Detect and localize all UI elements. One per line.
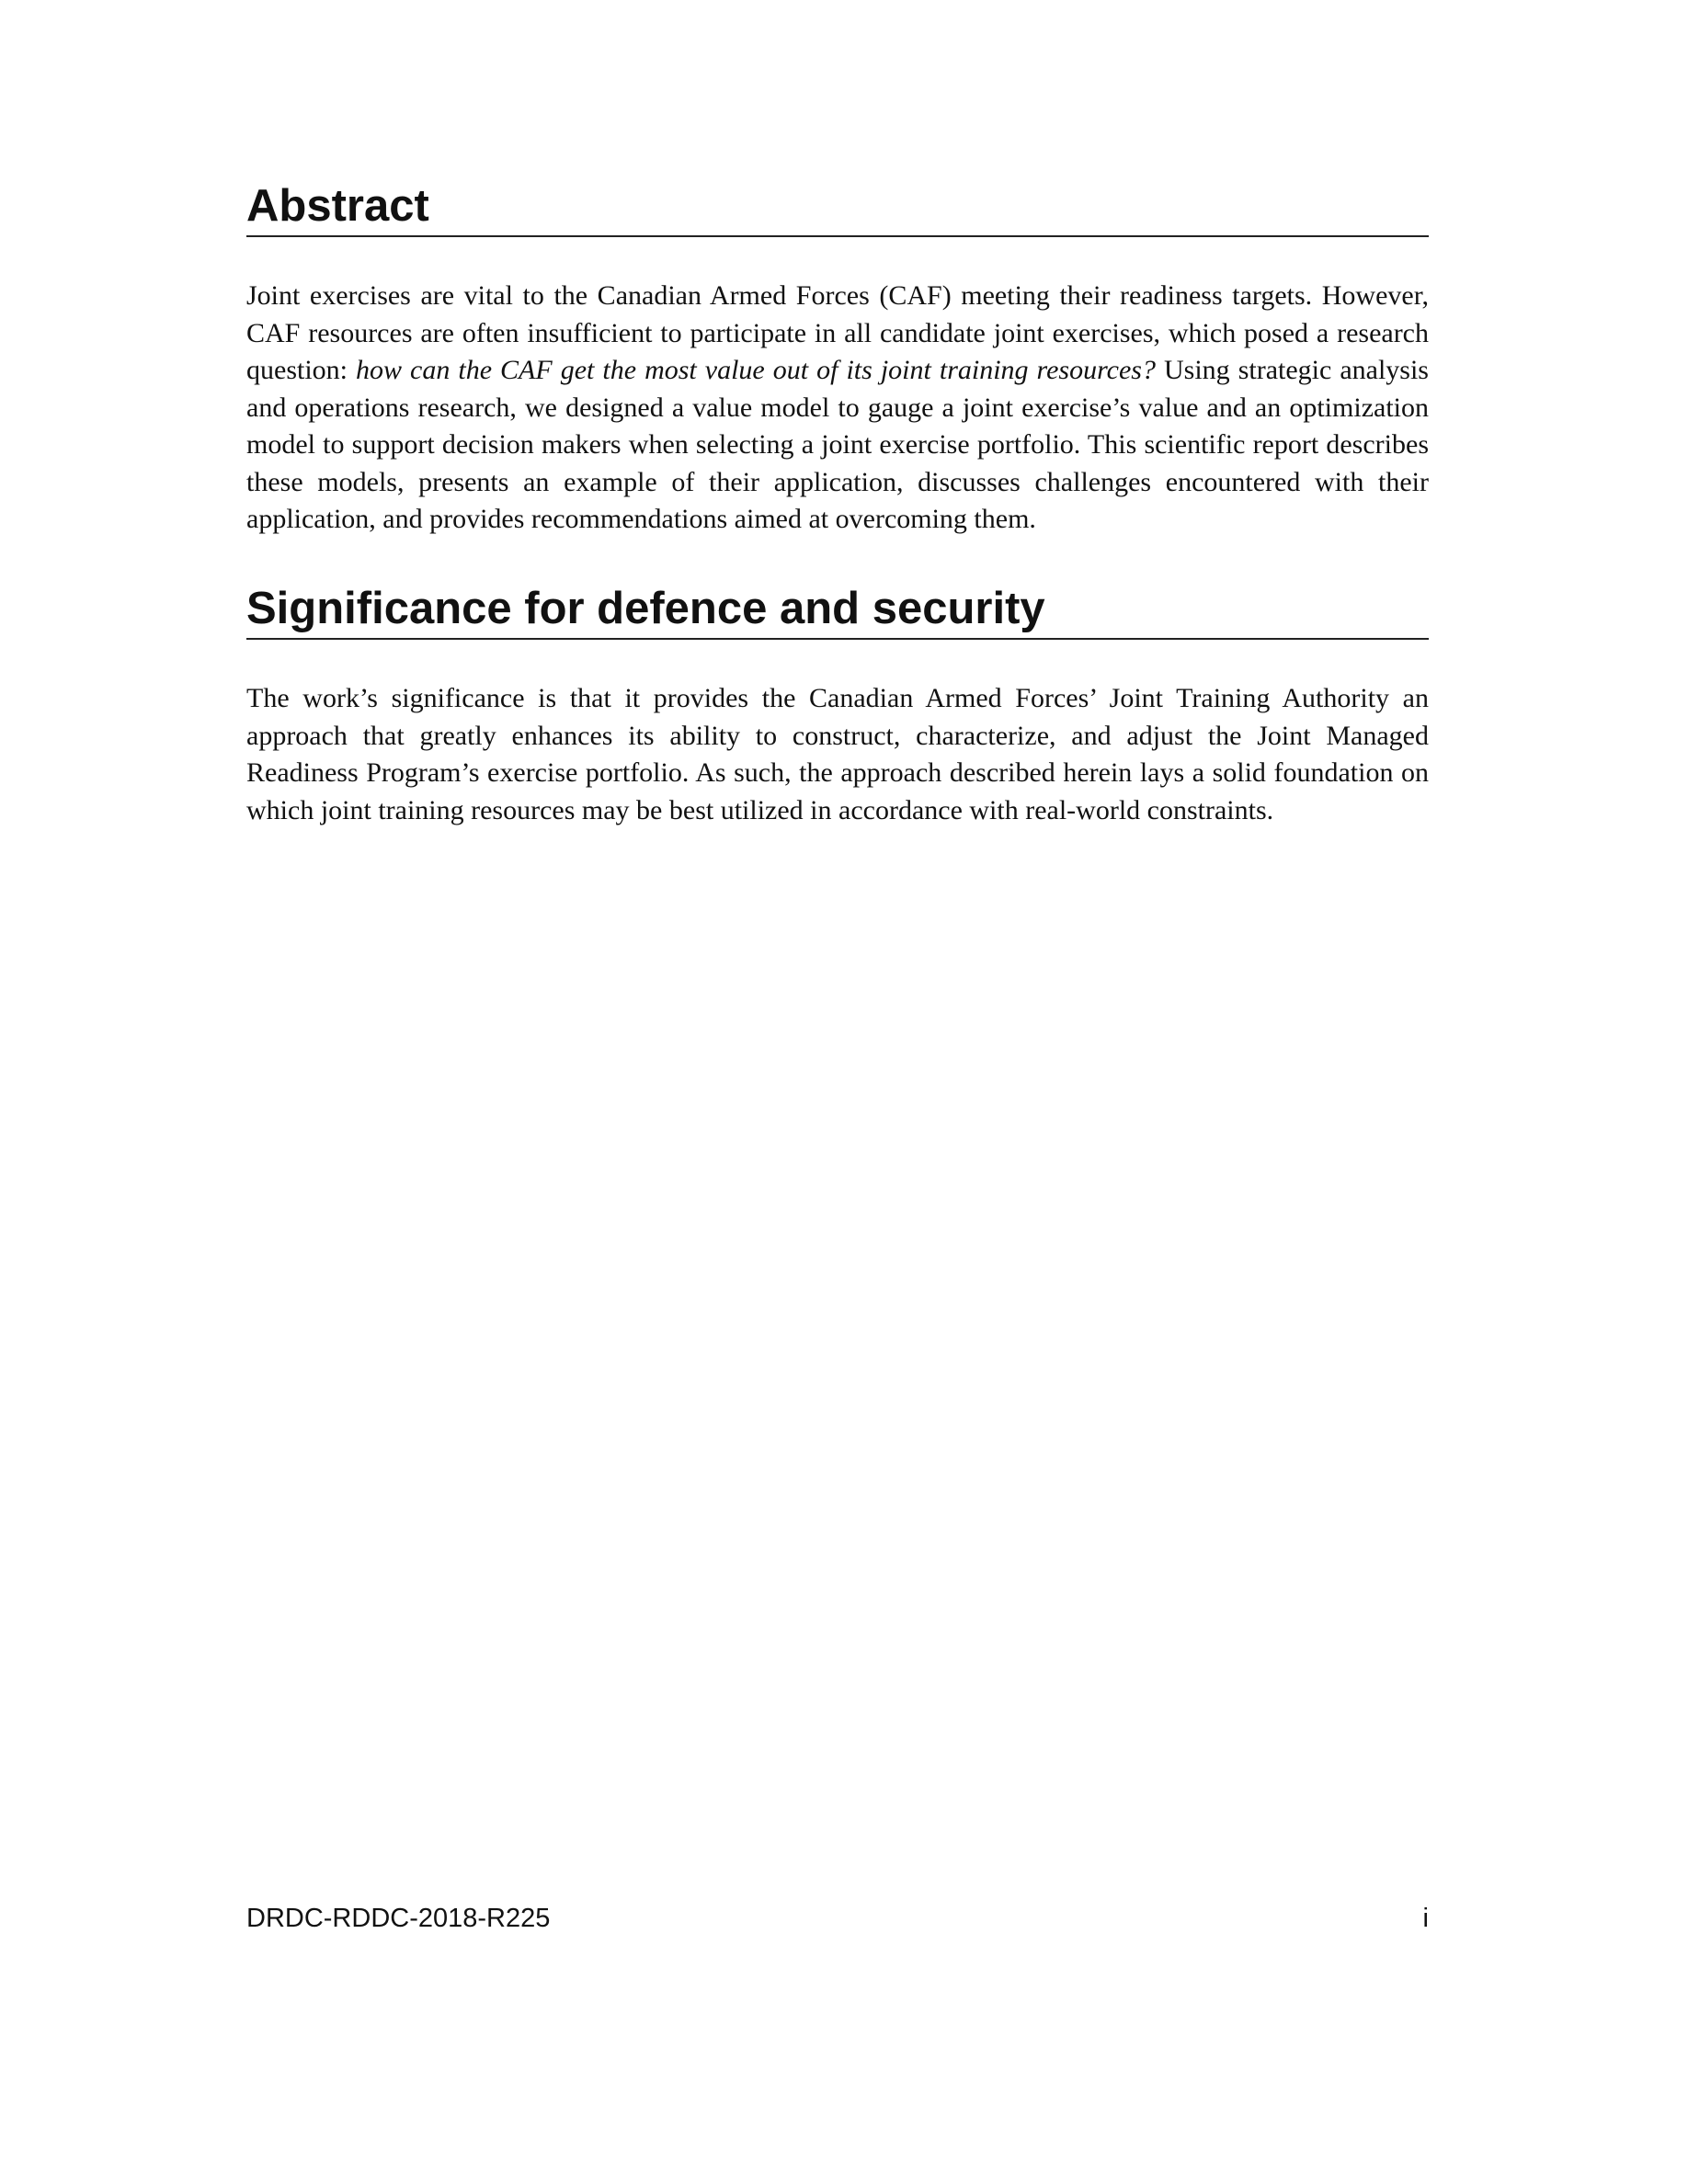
abstract-text-before: Joint exercises are vital to the Canadian Armed Forces (CAF) meeting their readiness targets. However, CAF resources are often insufficient to participate in all candidate joint exercises, which posed a research question: (246, 280, 1429, 386)
abstract-text-after: Using strategic analysis and operations research, we designed a value model to gauge a joint exercise’s value and an optimization model to support decision makers when selecting a joint exercise portfolio. This scientific report describes these models, presents an example of their application, discusses challenges encountered with their application, and provides recommendations aimed at overcoming them. (246, 355, 1429, 535)
abstract-paragraph (246, 278, 1429, 539)
page-number: i (1422, 1904, 1429, 1933)
document-page (246, 180, 1429, 829)
report-number: DRDC-RDDC-2018-R225 (246, 1904, 551, 1933)
abstract-section (246, 180, 1429, 539)
significance-heading: Significance for defence and security (246, 583, 1429, 640)
significance-section (246, 583, 1429, 829)
page-footer (246, 1904, 1429, 1934)
research-question: how can the CAF get the most value out of its joint training resources? (356, 355, 1156, 386)
significance-paragraph: The work’s significance is that it provides the Canadian Armed Forces’ Joint Training Authority an approach that greatly enhances its ability to construct, characterize, and adjust the Joint Managed Readiness Program’s exercise portfolio. As such, the approach described herein lays a solid foundation on which joint training resources may be best utilized in accordance with real-world constraints. (246, 683, 1429, 825)
abstract-heading: Abstract (246, 180, 1429, 237)
